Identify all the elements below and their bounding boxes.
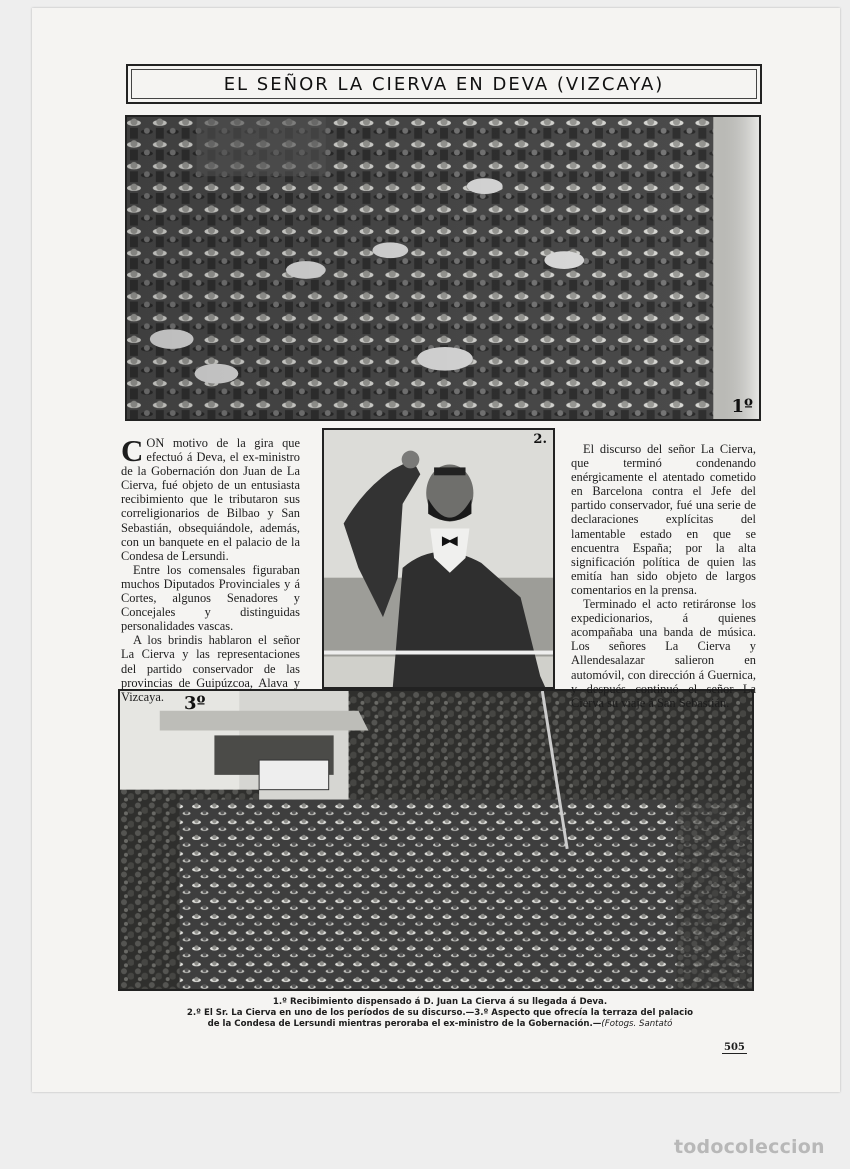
article-right-column — [571, 442, 756, 710]
speaker-portrait-image — [324, 430, 553, 687]
article-title: EL SEÑOR LA CIERVA EN DEVA (VIZCAYA) — [223, 73, 665, 95]
left-paragraph-3: A los brindis hablaron el señor La Cierva y las representaciones del partido conservador de las provincias de Guipúzcoa, Alava y Vizcaya. — [121, 633, 300, 704]
caption-line-1: 1.º Recibimiento dispensado á D. Juan La Cierva á su llegada á Deva. — [272, 997, 608, 1007]
page-number: 505 — [724, 1042, 745, 1053]
photo-caption — [120, 997, 760, 1030]
crowd-arrival-image — [127, 117, 759, 419]
photo-terrace-crowd — [118, 689, 754, 991]
right-paragraph-2: Terminado el acto retiráronse los expedicionarios, á quienes acompañaba una banda de música. Los señores La Cierva y Allendesalazar salieron en automóvil, con dirección á Guernica, y después continuó el señor La Cierva su viaje á San Sebastián. — [571, 597, 756, 710]
terrace-crowd-image — [120, 691, 752, 989]
photo-2-label: 2. — [533, 432, 547, 447]
right-paragraph-1: El discurso del señor La Cierva, que terminó condenando enérgicamente el atentado cometido en Barcelona contra el Jefe del partido conservador, fué una serie de declaraciones explícitas del lamentable estado en que se encuentra España; por la alta significación política de quien las emitía han sido objeto de largos comentarios en la prensa. — [571, 442, 756, 597]
left-paragraph-2: Entre los comensales figuraban muchos Diputados Provinciales y á Cortes, algunos Senadores y Concejales y distinguidas personalidades vascas. — [121, 562, 300, 634]
dropcap-letter: C — [121, 433, 144, 468]
photo-1-label: 1º — [731, 396, 753, 417]
article-left-column — [121, 433, 300, 704]
left-paragraph-1: ON motivo de la gira que efectuó á Deva, el ex-ministro de la Gobernación don Juan de La Cierva, fué objeto de un entusiasta recibimiento que le tributaron sus correligionarios de Bilbao y San Sebastián, obsequiándole, además, con un banquete en el palacio de la Condesa de Lersundi. — [121, 436, 300, 563]
photo-speaker-portrait — [322, 428, 555, 689]
caption-line-3: de la Condesa de Lersundi mientras peroraba el ex-ministro de la Gobernación.— — [207, 1019, 602, 1029]
photo-crowd-arrival — [125, 115, 761, 421]
article-title-box — [126, 64, 762, 104]
caption-line-2: 2.º El Sr. La Cierva en uno de los períodos de su discurso.—3.º Aspecto que ofrecía la terraza del palacio — [186, 1008, 694, 1018]
photo-credit: (Fotogs. Santató — [601, 1019, 673, 1029]
watermark-logo: todocoleccion — [674, 1136, 825, 1158]
photo-3-label: 3º — [184, 693, 206, 714]
